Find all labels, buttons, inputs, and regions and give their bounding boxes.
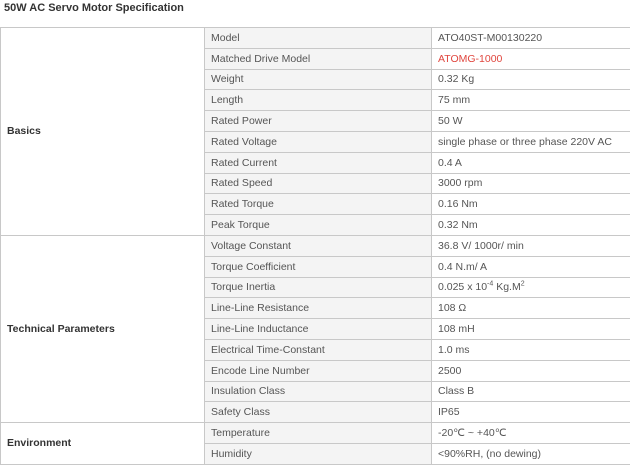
inertia-base: 0.025 x 10 — [438, 281, 488, 294]
spec-value: 0.4 N.m/ A — [432, 256, 630, 277]
spec-name: Safety Class — [205, 402, 432, 423]
section-label-environment: Environment — [1, 423, 205, 465]
spec-value: 50 W — [432, 111, 630, 132]
spec-value: 0.16 Nm — [432, 194, 630, 215]
spec-name: Rated Power — [205, 111, 432, 132]
spec-value: 2500 — [432, 360, 630, 381]
spec-name: Temperature — [205, 423, 432, 444]
table-row — [1, 235, 630, 256]
page-title: 50W AC Servo Motor Specification — [4, 2, 184, 14]
table-row — [1, 423, 630, 444]
spec-name: Torque Inertia — [205, 277, 432, 298]
spec-value: IP65 — [432, 402, 630, 423]
spec-name: Peak Torque — [205, 215, 432, 236]
spec-name: Length — [205, 90, 432, 111]
spec-value: 3000 rpm — [432, 173, 630, 194]
section-label-technical: Technical Parameters — [1, 235, 205, 422]
spec-value: Class B — [432, 381, 630, 402]
spec-name: Model — [205, 28, 432, 49]
spec-value: 36.8 V/ 1000r/ min — [432, 235, 630, 256]
section-label-basics: Basics — [1, 28, 205, 236]
spec-value: 0.32 Kg — [432, 69, 630, 90]
spec-name: Voltage Constant — [205, 235, 432, 256]
spec-value: 1.0 ms — [432, 339, 630, 360]
spec-value: 108 Ω — [432, 298, 630, 319]
inertia-unit-exponent: 2 — [520, 280, 525, 288]
spec-name: Line-Line Inductance — [205, 319, 432, 340]
spec-name: Rated Speed — [205, 173, 432, 194]
spec-value-inertia — [432, 277, 630, 298]
spec-table — [0, 27, 630, 465]
spec-name: Torque Coefficient — [205, 256, 432, 277]
spec-name: Line-Line Resistance — [205, 298, 432, 319]
spec-name: Rated Voltage — [205, 131, 432, 152]
spec-value: ATO40ST-M00130220 — [432, 28, 630, 49]
spec-name: Weight — [205, 69, 432, 90]
spec-value: 0.32 Nm — [432, 215, 630, 236]
spec-name: Electrical Time-Constant — [205, 339, 432, 360]
spec-value: single phase or three phase 220V AC — [432, 131, 630, 152]
spec-value: -20℃ ~ +40℃ — [432, 423, 630, 444]
table-row — [1, 28, 630, 49]
spec-name: Insulation Class — [205, 381, 432, 402]
inertia-unit: Kg.M — [493, 281, 521, 294]
inertia-exponent: -4 — [487, 280, 494, 288]
spec-name: Rated Current — [205, 152, 432, 173]
spec-value: 0.4 A — [432, 152, 630, 173]
spec-name: Matched Drive Model — [205, 48, 432, 69]
spec-value: <90%RH, (no dewing) — [432, 443, 630, 464]
spec-name: Rated Torque — [205, 194, 432, 215]
spec-value: 108 mH — [432, 319, 630, 340]
drive-model-link[interactable]: ATOMG-1000 — [432, 48, 630, 69]
spec-name: Encode Line Number — [205, 360, 432, 381]
spec-name: Humidity — [205, 443, 432, 464]
spec-value: 75 mm — [432, 90, 630, 111]
